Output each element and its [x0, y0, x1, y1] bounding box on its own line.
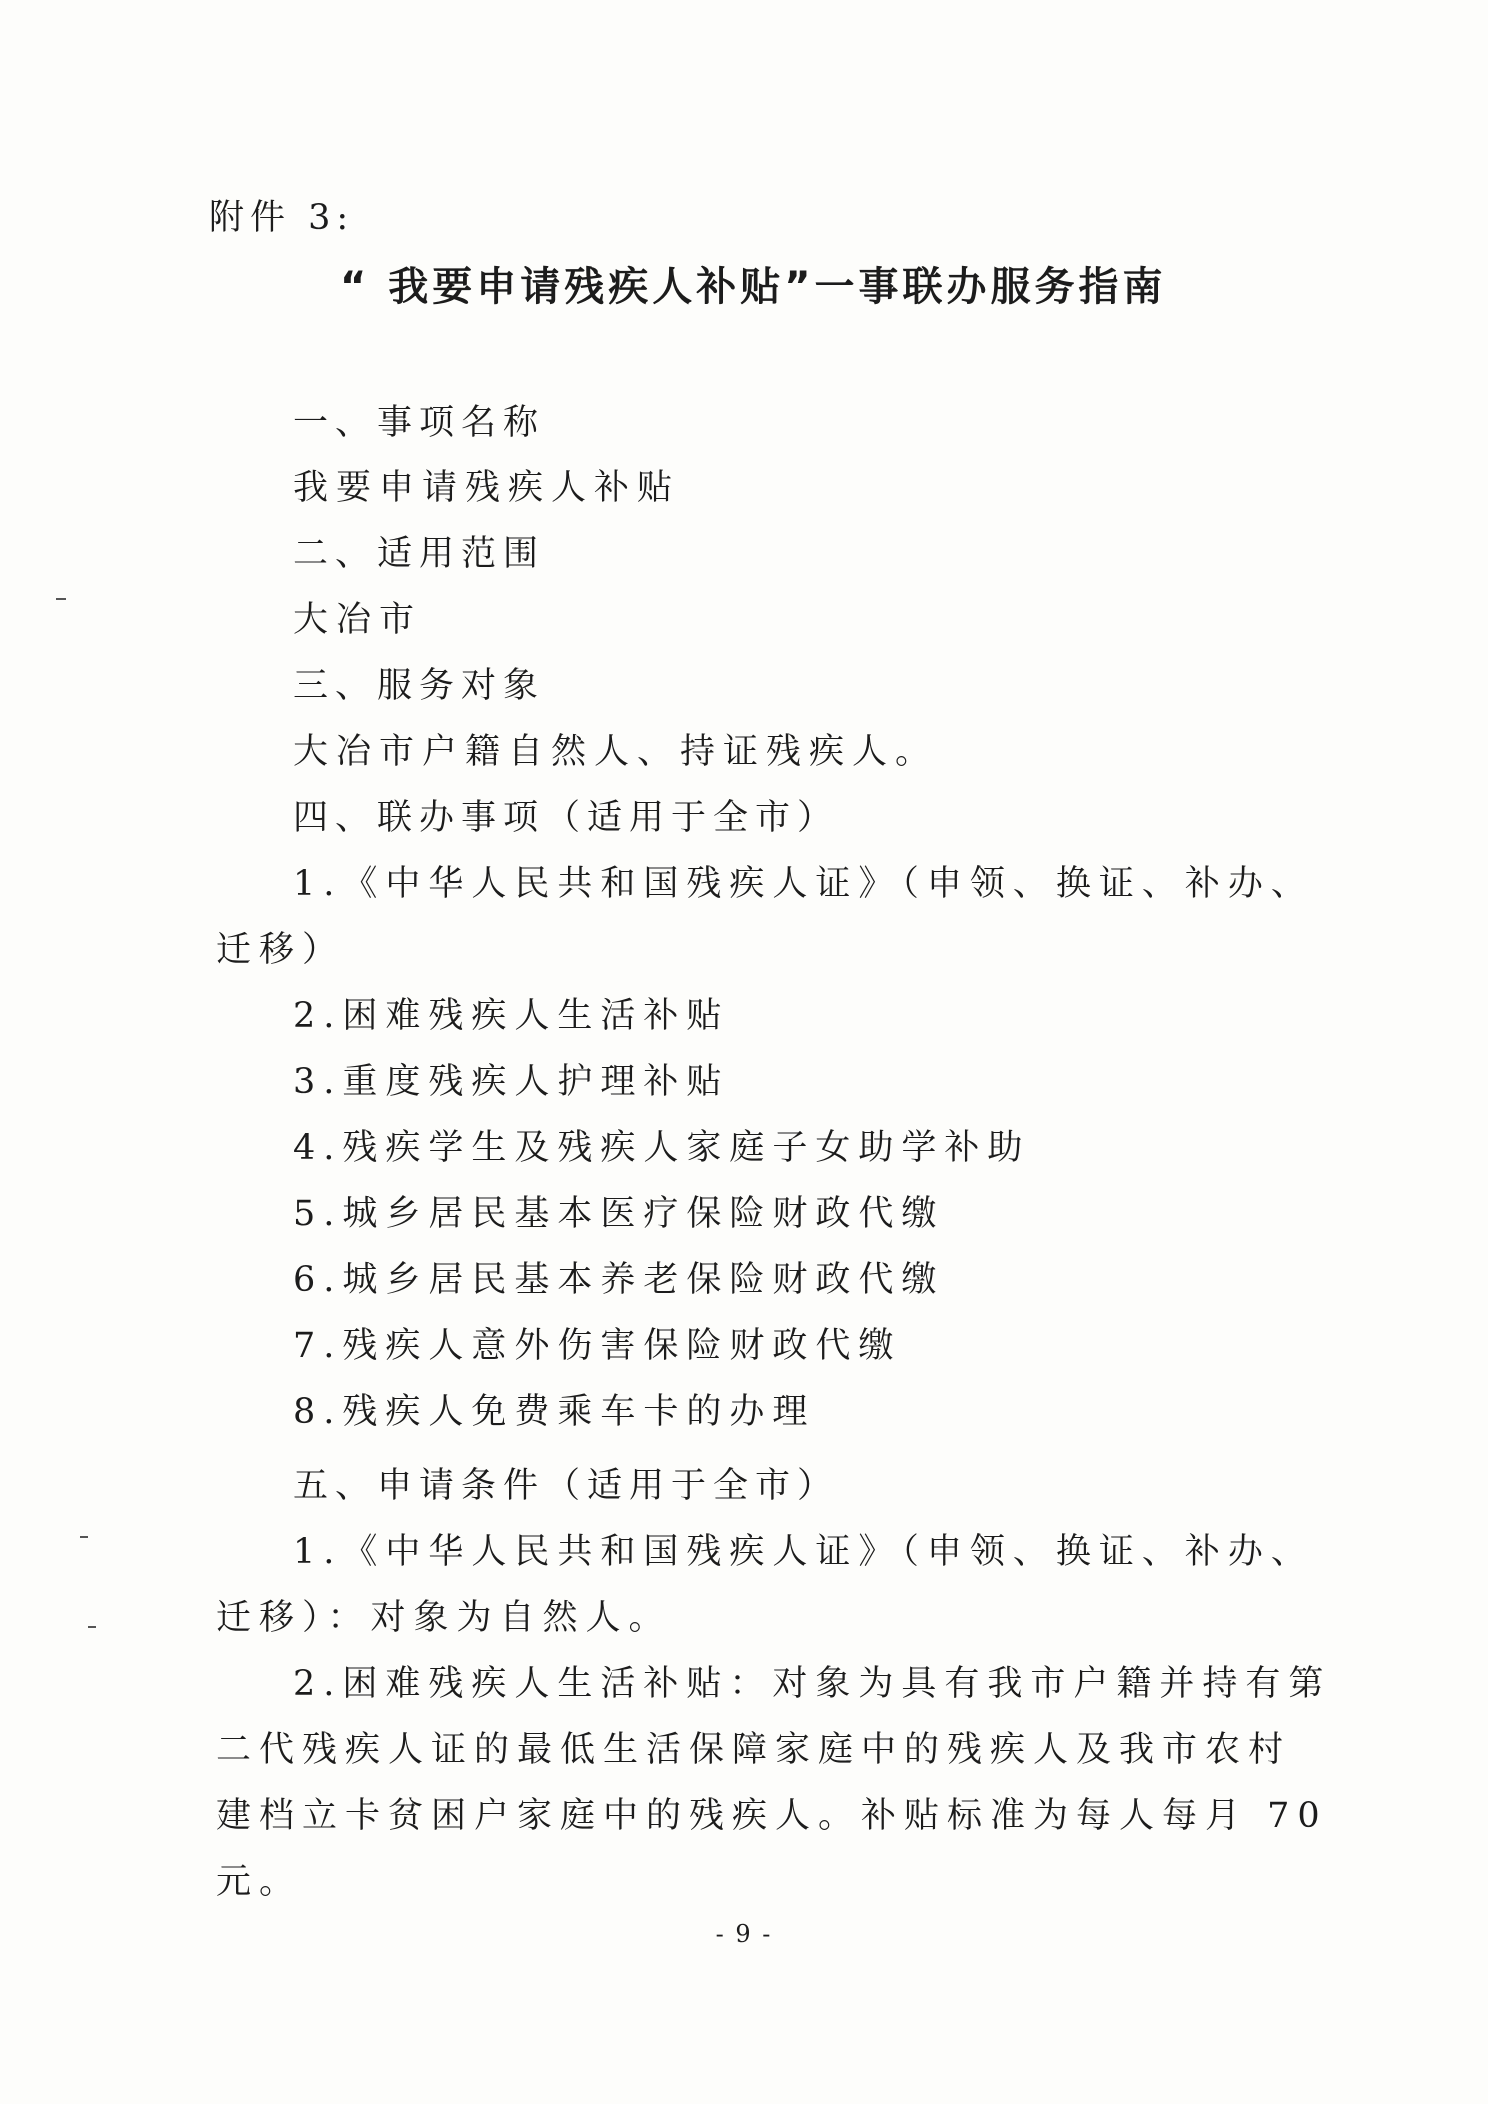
- document-title: “ 我要申请残疾人补贴”一事联办服务指南: [340, 264, 1167, 310]
- condition-1-line2: 迁移）：对象为自然人。: [216, 1598, 672, 1638]
- scan-speck: [80, 1536, 88, 1538]
- joint-item-5: 5.城乡居民基本医疗保险财政代缴: [293, 1194, 945, 1234]
- joint-item-6: 6.城乡居民基本养老保险财政代缴: [293, 1260, 945, 1300]
- condition-2-line3: 建档立卡贫困户家庭中的残疾人。补贴标准为每人每月 70: [216, 1796, 1328, 1836]
- joint-item-1-line2: 迁移）: [216, 930, 346, 970]
- condition-2-line2: 二代残疾人证的最低生活保障家庭中的残疾人及我市农村: [216, 1730, 1292, 1770]
- condition-2-line1: 2.困难残疾人生活补贴：对象为具有我市户籍并持有第: [293, 1664, 1332, 1704]
- attachment-label: 附件 3:: [209, 198, 355, 238]
- section-heading-conditions: 五、申请条件（适用于全市）: [293, 1466, 840, 1506]
- joint-item-2: 2.困难残疾人生活补贴: [293, 996, 730, 1036]
- joint-item-8: 8.残疾人免费乘车卡的办理: [293, 1392, 816, 1432]
- joint-item-3: 3.重度残疾人护理补贴: [293, 1062, 730, 1102]
- joint-item-1-line1: 1.《中华人民共和国残疾人证》（申领、换证、补办、: [293, 864, 1314, 904]
- scope-value: 大冶市: [293, 600, 423, 640]
- section-heading-joint-items: 四、联办事项（适用于全市）: [293, 798, 840, 838]
- joint-item-7: 7.残疾人意外伤害保险财政代缴: [293, 1326, 902, 1366]
- scan-speck: [88, 1626, 96, 1628]
- section-heading-scope: 二、适用范围: [293, 534, 546, 574]
- condition-2-line4: 元。: [216, 1862, 303, 1902]
- target-value: 大冶市户籍自然人、持证残疾人。: [293, 732, 939, 772]
- section-heading-target: 三、服务对象: [293, 666, 546, 706]
- joint-item-4: 4.残疾学生及残疾人家庭子女助学补助: [293, 1128, 1031, 1168]
- section-heading-item-name: 一、事项名称: [293, 403, 546, 443]
- item-name-value: 我要申请残疾人补贴: [293, 468, 681, 508]
- condition-1-line1: 1.《中华人民共和国残疾人证》（申领、换证、补办、: [293, 1532, 1314, 1572]
- page-number: - 9 -: [715, 1920, 773, 1948]
- scan-speck: [56, 598, 66, 600]
